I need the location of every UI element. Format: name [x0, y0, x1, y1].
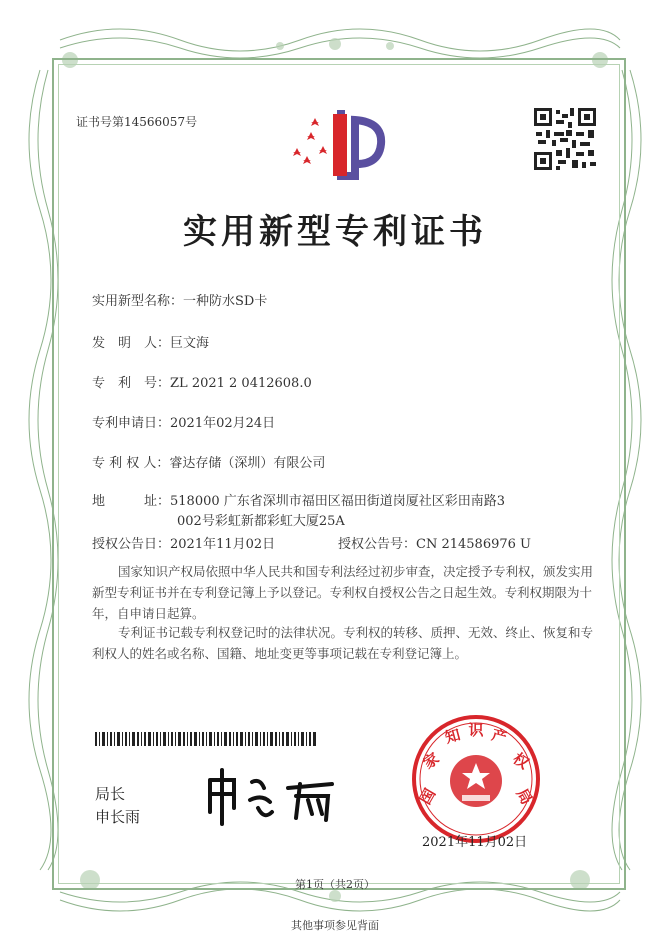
field-inventor: [92, 332, 209, 351]
grant-date-value: 2021年11月02日: [170, 537, 276, 552]
field-filing-date: [92, 412, 275, 431]
field-patent-number: [92, 372, 312, 391]
page-number: 第1页（共2页）: [295, 878, 375, 891]
grant-number-label: 授权公告号：: [338, 537, 417, 552]
qr-code: [532, 106, 598, 172]
statement-paragraph-1: 国家知识产权局依照中华人民共和国专利法经过初步审查，决定授予专利权，颁发实用新型专利证书并在专利登记簿上予以登记。专利权自授权公告之日起生效。专利权期限为十年，自申请日起算。: [92, 564, 594, 621]
handwritten-signature: [200, 768, 350, 828]
utility-model-name-label: 实用新型名称：: [92, 294, 184, 309]
director-title: 局长: [95, 785, 126, 803]
field-grant-number: [338, 533, 531, 552]
inventor-value: 巨文海: [170, 336, 210, 351]
address-label: 地 址：: [92, 494, 171, 509]
patent-number-value: ZL 2021 2 0412608.0: [170, 376, 312, 391]
certificate-number: 证书号第14566057号: [76, 115, 198, 129]
statement-paragraph-2: 专利证书记载专利权登记时的法律状况。专利权的转移、质押、无效、终止、恢复和专利权人的姓名或名称、国籍、地址变更等事项记载在专利登记簿上。: [92, 625, 594, 661]
field-address: [92, 490, 505, 509]
grant-number-value: CN 214586976 U: [416, 537, 531, 552]
barcode: [95, 732, 317, 746]
field-address-line-2: [177, 510, 345, 529]
svg-text:权: 权: [509, 749, 533, 773]
certificate-title: 实用新型专利证书: [183, 212, 487, 252]
utility-model-name-value: 一种防水SD卡: [183, 294, 268, 309]
patentee-label: 专 利 权 人：: [92, 456, 170, 471]
address-line-2: 002号彩虹新都彩虹大厦25A: [177, 514, 345, 529]
official-seal: [410, 713, 542, 845]
filing-date-value: 2021年02月24日: [170, 416, 276, 431]
field-utility-model-name: [92, 290, 267, 309]
svg-text:局: 局: [512, 785, 536, 808]
address-line-1: 518000 广东省深圳市福田区福田街道岗厦社区彩田南路3: [170, 494, 506, 509]
field-patentee: [92, 452, 325, 471]
grant-date-label: 授权公告日：: [92, 537, 171, 552]
svg-text:国: 国: [416, 785, 440, 808]
inventor-label: 发 明 人：: [92, 336, 171, 351]
seal-date: 2021年11月02日: [422, 835, 528, 850]
field-grant-date: [92, 533, 275, 552]
patent-office-logo: [285, 106, 395, 186]
patent-number-label: 专 利 号：: [92, 376, 171, 391]
svg-text:产: 产: [489, 725, 509, 747]
svg-text:识: 识: [468, 721, 484, 739]
director-name: 申长雨: [95, 808, 141, 826]
svg-text:知: 知: [443, 725, 463, 747]
patentee-value: 睿达存储（深圳）有限公司: [169, 456, 326, 471]
filing-date-label: 专利申请日：: [92, 416, 171, 431]
footer-note: 其他事项参见背面: [291, 919, 379, 932]
svg-text:家: 家: [419, 749, 443, 773]
